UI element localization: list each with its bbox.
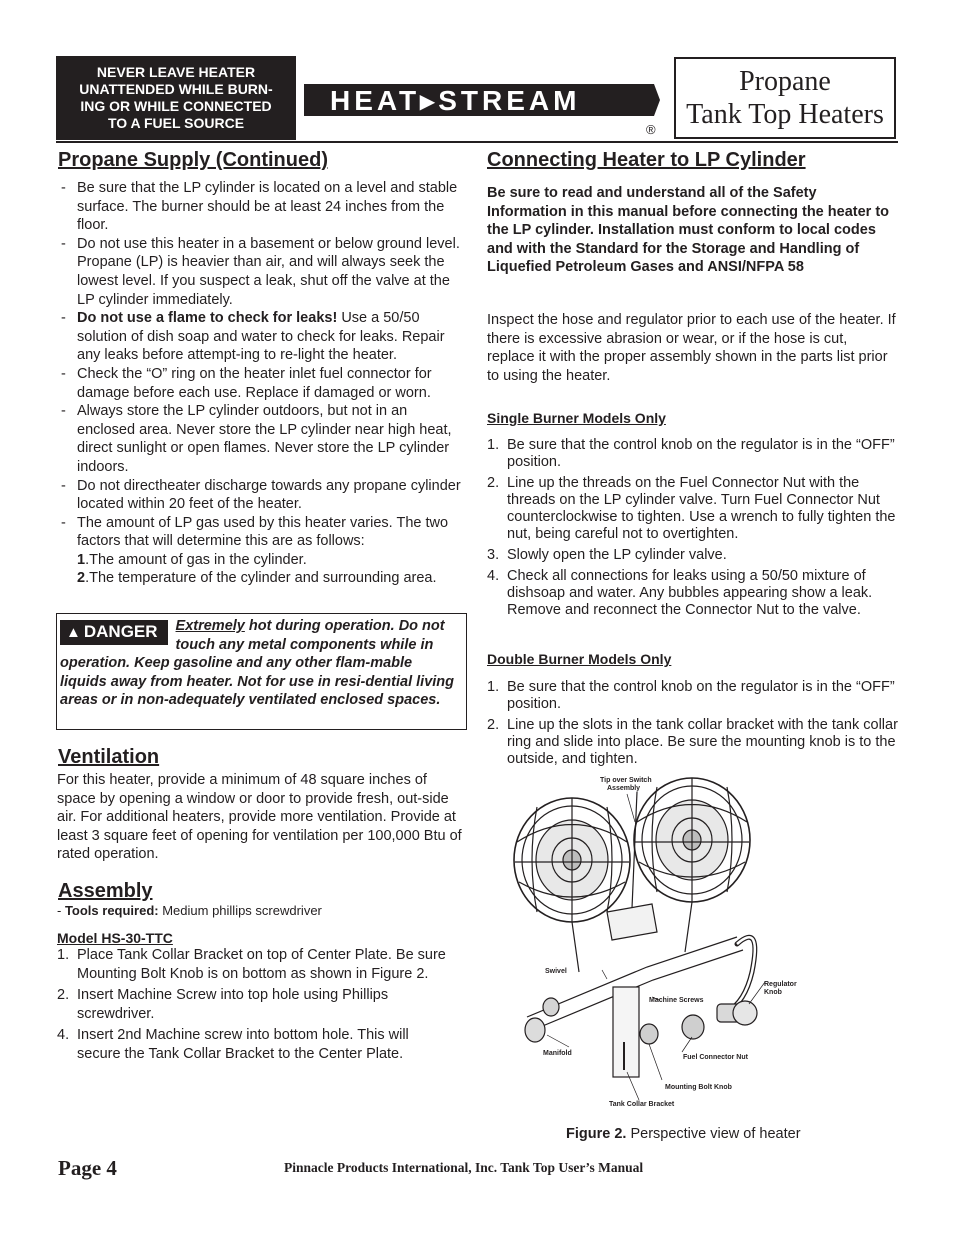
warning-line: UNATTENDED WHILE BURN- — [79, 81, 273, 97]
list-item: 1. Be sure that the control knob on the regulator is in the “OFF” position. — [487, 679, 895, 712]
danger-text: hot during operation. Do not touch any metal components while in operation. Keep gasoline and any other flam-mable liquids away from heater. Not for use in resi-dential living areas or in non-adequately ventilated enclosed spaces. — [60, 618, 454, 709]
callout-mounting-knob: Mounting Bolt Knob — [665, 1084, 732, 1091]
logo-text: HEAT▸STREAM — [330, 85, 581, 116]
list-item: 3. Slowly open the LP cylinder valve. — [487, 547, 727, 563]
warning-line: TO A FUEL SOURCE — [107, 115, 245, 131]
callout-collar-bracket: Tank Collar Bracket — [609, 1101, 675, 1108]
connecting-heading: Connecting Heater to LP Cylinder — [487, 149, 806, 171]
warning-triangle-icon: ▲ — [66, 624, 81, 641]
danger-warning-box — [56, 613, 467, 730]
title-line: Propane — [739, 66, 831, 97]
ventilation-text: For this heater, provide a minimum of 48 square inches of space by opening a window or door to provide fresh, out-side air. For additional heaters, provide more ventilation. Provide at least 3 square feet of opening for ventilation per 100,000 Btu of rated operation. — [57, 772, 462, 863]
list-item: - Check the “O” ring on the heater inlet fuel connector for damage before each use. Replace if damaged or worn. — [61, 365, 432, 401]
callout-machine-screws: Machine Screws — [649, 997, 704, 1004]
callout-regulator: Regulator — [764, 981, 797, 988]
document-title — [674, 57, 896, 139]
assembly-heading: Assembly — [58, 880, 153, 902]
double-burner-steps — [487, 679, 899, 768]
warning-banner — [56, 56, 296, 140]
assembly-steps — [57, 946, 453, 1064]
factor-item: 1.The amount of gas in the cylinder. — [77, 551, 307, 568]
flame-warning: Do not use a flame to check for leaks! — [77, 310, 338, 327]
danger-label: ▲ DANGER — [60, 620, 168, 645]
list-item: 4. Insert 2nd Machine screw into bottom hole. This will secure the Tank Collar Bracket to the Center Plate. — [57, 1027, 409, 1062]
callout-swivel: Swivel — [545, 968, 567, 975]
figure-caption: Figure 2. Perspective view of heater — [566, 1126, 801, 1142]
heatstream-logo — [298, 78, 664, 140]
callout-tip-over-2: Assembly — [607, 785, 641, 792]
callout-fuel-connector: Fuel Connector Nut — [683, 1054, 748, 1061]
ventilation-heading: Ventilation — [58, 746, 160, 768]
list-item: 1. Place Tank Collar Bracket on top of Center Plate. Be sure Mounting Bolt Knob is on bottom as shown in Figure 2. — [57, 947, 446, 982]
callout-manifold: Manifold — [543, 1050, 572, 1057]
propane-supply-heading: Propane Supply (Continued) — [58, 149, 328, 171]
double-burner-heading: Double Burner Models Only — [487, 651, 672, 667]
callout-regulator-2: Knob — [764, 989, 782, 996]
list-item: 2. Line up the slots in the tank collar bracket with the tank collar ring and slide into place. Be sure the mounting knob is to the outside, and tighten. — [487, 717, 898, 767]
propane-supply-list — [57, 179, 469, 588]
list-item: 2. Line up the threads on the Fuel Connector Nut with the threads on the LP cylinder valve. Turn Fuel Connector Nut counterclockwise to tighten. Use a wrench to fully tighten the nut, being careful not to overtighten. — [487, 475, 896, 542]
footer-manual-title: Pinnacle Products International, Inc. Tank Top User’s Manual — [284, 1160, 644, 1175]
safety-intro: Be sure to read and understand all of the Safety Information in this manual before connecting the heater to the LP cylinder. Installation must conform to local codes and with the Standard for the Storage and Handling of Liquefied Petroleum Gases and ANSI/NFPA 58 — [487, 185, 890, 276]
inspect-paragraph: Inspect the hose and regulator prior to each use of the heater. If there is excessive abrasion or wear, or if the hose is cut, replace it with the proper assembly shown in the parts list prior to using the heater. — [487, 312, 896, 384]
list-item: 4. Check all connections for leaks using a 50/50 mixture of dishsoap and water. Any bubbles appearing show a leak. Remove and reconnect the Connector Nut to the valve. — [487, 568, 873, 618]
factor-item: 2.The temperature of the cylinder and surrounding area. — [77, 570, 437, 587]
list-item: 1. Be sure that the control knob on the regulator is in the “OFF” position. — [487, 437, 895, 470]
list-item: - Do not use a flame to check for leaks! Use a 50/50 solution of dish soap and water to check for leaks. Repair any leaks before attempt-ing to re-light the heater. — [61, 310, 445, 364]
list-item: 2. Insert Machine Screw into top hole using Phillips screwdriver. — [57, 987, 389, 1022]
list-item: - Do not directheater discharge towards any propane cylinder located within 20 feet of the heater. — [61, 477, 461, 513]
single-burner-steps — [487, 437, 899, 619]
list-item: - Be sure that the LP cylinder is located on a level and stable surface. The burner should be at least 24 inches from the floor. — [61, 180, 458, 234]
danger-emphasis: Extremely — [175, 618, 245, 634]
title-line: Tank Top Heaters — [686, 99, 884, 130]
registered-mark: ® — [646, 122, 656, 137]
tools-required: - Tools required: Medium phillips screwdriver — [57, 903, 322, 918]
page-number: Page 4 — [58, 1156, 117, 1180]
warning-line: ING OR WHILE CONNECTED — [80, 98, 272, 114]
header-divider — [56, 141, 898, 143]
callout-tip-over: Tip over Switch — [600, 777, 652, 784]
warning-line: NEVER LEAVE HEATER — [96, 64, 256, 80]
heater-figure — [487, 772, 897, 1112]
model-heading: Model HS-30-TTC — [57, 930, 173, 946]
list-item: - The amount of LP gas used by this heater varies. The two factors that will determine this are as follows: — [61, 514, 449, 550]
list-item: - Always store the LP cylinder outdoors, but not in an enclosed area. Never store the LP cylinder near high heat, direct sunlight or open flames. Never store the LP cylinder indoors. — [61, 403, 452, 475]
list-item: - Do not use this heater in a basement or below ground level. Propane (LP) is heavier than air, and will always seek the lowest level. If you suspect a leak, shut off the valve at the LP cylinder immediately. — [61, 235, 460, 308]
single-burner-heading: Single Burner Models Only — [487, 410, 666, 426]
